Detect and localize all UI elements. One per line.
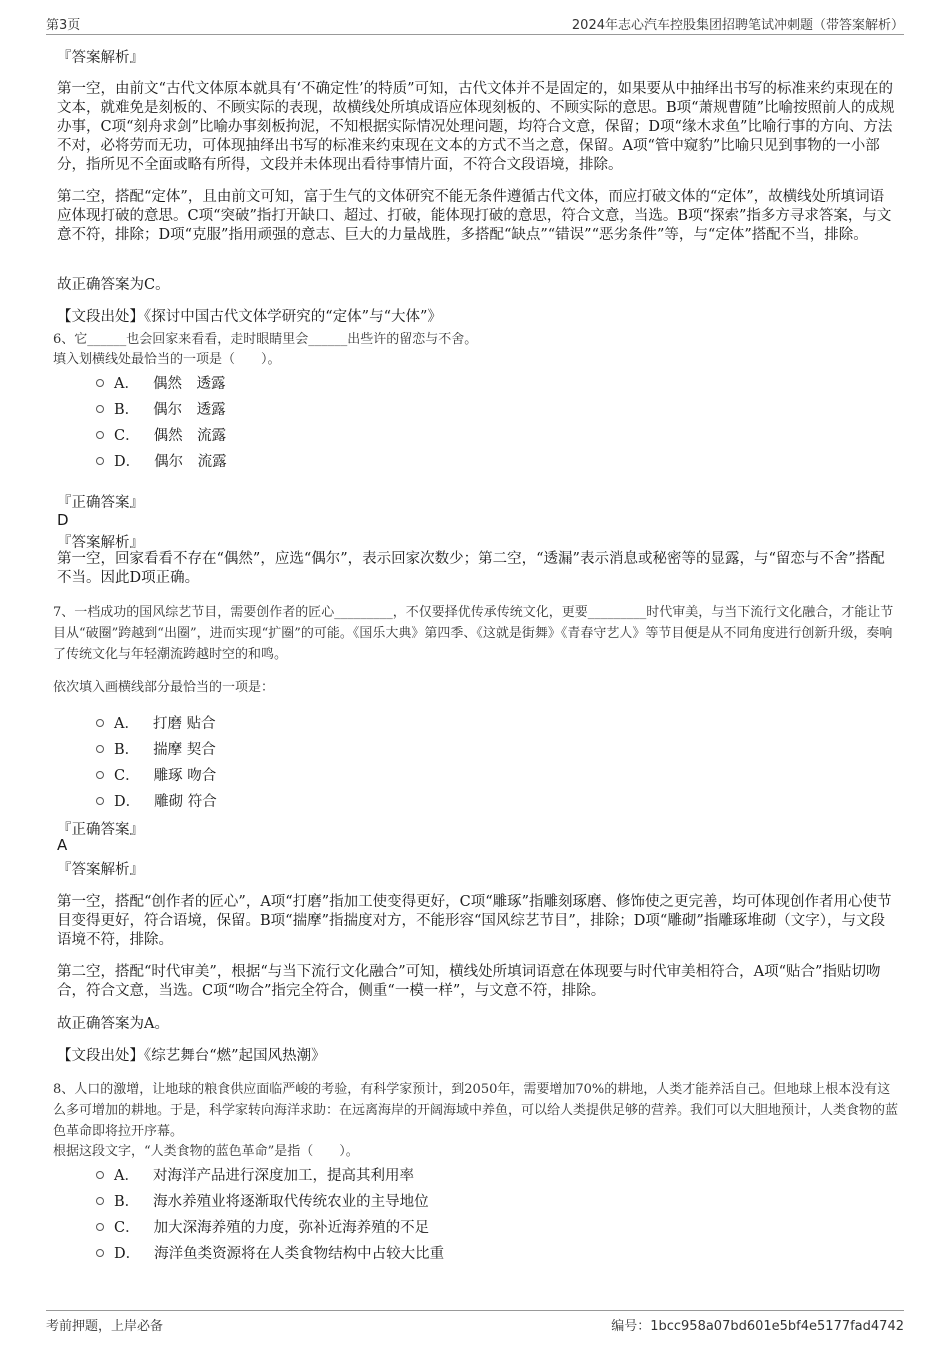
q5-analysis-paragraph-2: 第二空，搭配“定体”，且由前文可知，富于生气的文体研究不能无条件遵循古代文体，而应打破文体的“定体”，故横线处所填词语应体现打破的意思。C项“突破”指打开缺口、超过、打破，能体现打破的意思，符合文意，当选。B项“探索”指多方寻求答案，与文意不符，排除；D项“克服”指用顽强的意志、巨大的力量战胜，多搭配“缺点”“错误”“恶劣条件”等，与“定体”搭配不当，排除。: [57, 189, 892, 243]
q5-analysis-label: 『答案解析』: [57, 50, 144, 66]
radio-button-icon[interactable]: [96, 1171, 104, 1179]
page-header: [46, 12, 904, 35]
q6-stem: 6、它______也会回家来看看，走时眼睛里会______出些许的留恋与不舍。: [53, 332, 478, 347]
q8-option-b[interactable]: B． 海水养殖业将逐渐取代传统农业的主导地位: [96, 1190, 429, 1211]
q8-option-a[interactable]: A． 对海洋产品进行深度加工，提高其利用率: [96, 1164, 414, 1185]
q6-option-b[interactable]: B． 偶尔 透露: [96, 398, 226, 419]
page-footer: [46, 1310, 904, 1335]
radio-button-icon[interactable]: [96, 1197, 104, 1205]
radio-button-icon[interactable]: [96, 405, 104, 413]
q5-conclusion: 故正确答案为C。: [57, 277, 170, 293]
q7-analysis-label: 『答案解析』: [57, 862, 144, 878]
q7-option-a[interactable]: A． 打磨 贴合: [96, 712, 216, 733]
q5-analysis-paragraph-1: 第一空，由前文“古代文体原本就具有‘不确定性’的特质”可知，古代文体并不是固定的，如果要从中抽绎出书写的标准来约束现在的文本，就难免是刻板的、不顾实际的表现，故横线处所填成语应体现刻板的、不顾实际的意思。B项“萧规曹随”比喻按照前人的成规办事，C项“刻舟求剑”比喻办事刻板拘泥，不知根据实际情况处理问题，均符合文意，保留；D项“缘木求鱼”比喻行事的方向、方法不对，必将劳而无功，可体现抽绎出书写的标准来约束现在文本的方式不当之意，保留。A项“管中窥豹”比喻只见到事物的一小部分，指所见不全面或略有所得，文段并未体现出看待事情片面，不符合文段语境，排除。: [57, 81, 895, 173]
q7-analysis-paragraph-1: 第一空，搭配“创作者的匠心”，A项“打磨”指加工使变得更好，C项“雕琢”指雕刻琢磨、修饰使之更完善，均可体现创作者用心使节目变得更好，符合语境，保留。B项“揣摩”指揣度对方，不能形容“国风综艺节目”，排除；D项“雕砌”指雕琢堆砌（文字），与文段语境不符，排除。: [57, 894, 892, 948]
q6-prompt: 填入划横线处最恰当的一项是（ ）。: [53, 352, 281, 367]
q8-stem: 8、人口的激增，让地球的粮食供应面临严峻的考验，有科学家预计，到2050年，需要增加70%的耕地，人类才能养活自己。但地球上根本没有这么多可增加的耕地。于是，科学家转向海洋求助：在远离海岸的开阔海域中养鱼，可以给人类提供足够的营养。我们可以大胆地预计，人类食物的蓝色革命即将拉开序幕。: [53, 1082, 899, 1139]
q6-option-c[interactable]: C． 偶然 流露: [96, 424, 226, 445]
q6-analysis-label: 『答案解析』: [57, 535, 144, 551]
q7-prompt: 依次填入画横线部分最恰当的一项是：: [53, 680, 275, 695]
q7-correct-label: 『正确答案』: [57, 822, 144, 838]
q6-option-a[interactable]: A． 偶然 透露: [96, 372, 225, 393]
page-number: 第3页: [46, 18, 81, 33]
radio-button-icon[interactable]: [96, 379, 104, 387]
radio-button-icon[interactable]: [96, 771, 104, 779]
radio-button-icon[interactable]: [96, 1249, 104, 1257]
radio-button-icon[interactable]: [96, 431, 104, 439]
q7-stem: 7、一档成功的国风综艺节目，需要创作者的匠心_________，不仅要择优传承传统文化，更要_________时代审美，与当下流行文化融合，才能让节目从“破圈”跨越到“出圈”，进而实现“扩圈”的可能。《国乐大典》第四季、《这就是街舞》《青春守艺人》等节目便是从不同角度进行创新升级，奏响了传统文化与年轻潮流跨越时空的和鸣。: [53, 605, 894, 662]
radio-button-icon[interactable]: [96, 1223, 104, 1231]
q7-source: 【文段出处】《综艺舞台“燃”起国风热潮》: [57, 1048, 326, 1064]
q7-analysis-paragraph-2: 第二空，搭配“时代审美”，根据“与当下流行文化融合”可知，横线处所填词语意在体现要与时代审美相符合，A项“贴合”指贴切吻合，符合文意，当选。C项“吻合”指完全符合，侧重“一模一样”，与文意不符，排除。: [57, 964, 881, 999]
q6-correct-answer: D: [57, 511, 69, 529]
q8-option-c[interactable]: C． 加大深海养殖的力度，弥补近海养殖的不足: [96, 1216, 429, 1237]
q8-prompt: 根据这段文字，“人类食物的蓝色革命”是指（ ）。: [53, 1144, 359, 1159]
footer-slogan: 考前押题，上岸必备: [46, 1319, 164, 1334]
document-title: 2024年志心汽车控股集团招聘笔试冲刺题（带答案解析）: [571, 18, 904, 33]
q7-option-c[interactable]: C． 雕琢 吻合: [96, 764, 216, 785]
q6-analysis: 第一空，回家看看不存在“偶然”，应选“偶尔”，表示回家次数少；第二空，“透漏”表示消息或秘密等的显露，与“留恋与不舍”搭配不当。因此D项正确。: [57, 551, 885, 586]
q6-option-d[interactable]: D． 偶尔 流露: [96, 450, 227, 471]
document-serial: 编号：1bcc958a07bd601e5bf4e5177fad4742: [611, 1319, 904, 1334]
radio-button-icon[interactable]: [96, 457, 104, 465]
q7-correct-answer: A: [57, 836, 68, 854]
q7-option-d[interactable]: D． 雕砌 符合: [96, 790, 217, 811]
q8-option-d[interactable]: D． 海洋鱼类资源将在人类食物结构中占较大比重: [96, 1242, 444, 1263]
radio-button-icon[interactable]: [96, 719, 104, 727]
radio-button-icon[interactable]: [96, 797, 104, 805]
q6-correct-label: 『正确答案』: [57, 495, 144, 511]
q5-source: 【文段出处】《探讨中国古代文体学研究的“定体”与“大体”》: [57, 309, 442, 325]
q7-conclusion: 故正确答案为A。: [57, 1016, 169, 1032]
radio-button-icon[interactable]: [96, 745, 104, 753]
q7-option-b[interactable]: B． 揣摩 契合: [96, 738, 216, 759]
